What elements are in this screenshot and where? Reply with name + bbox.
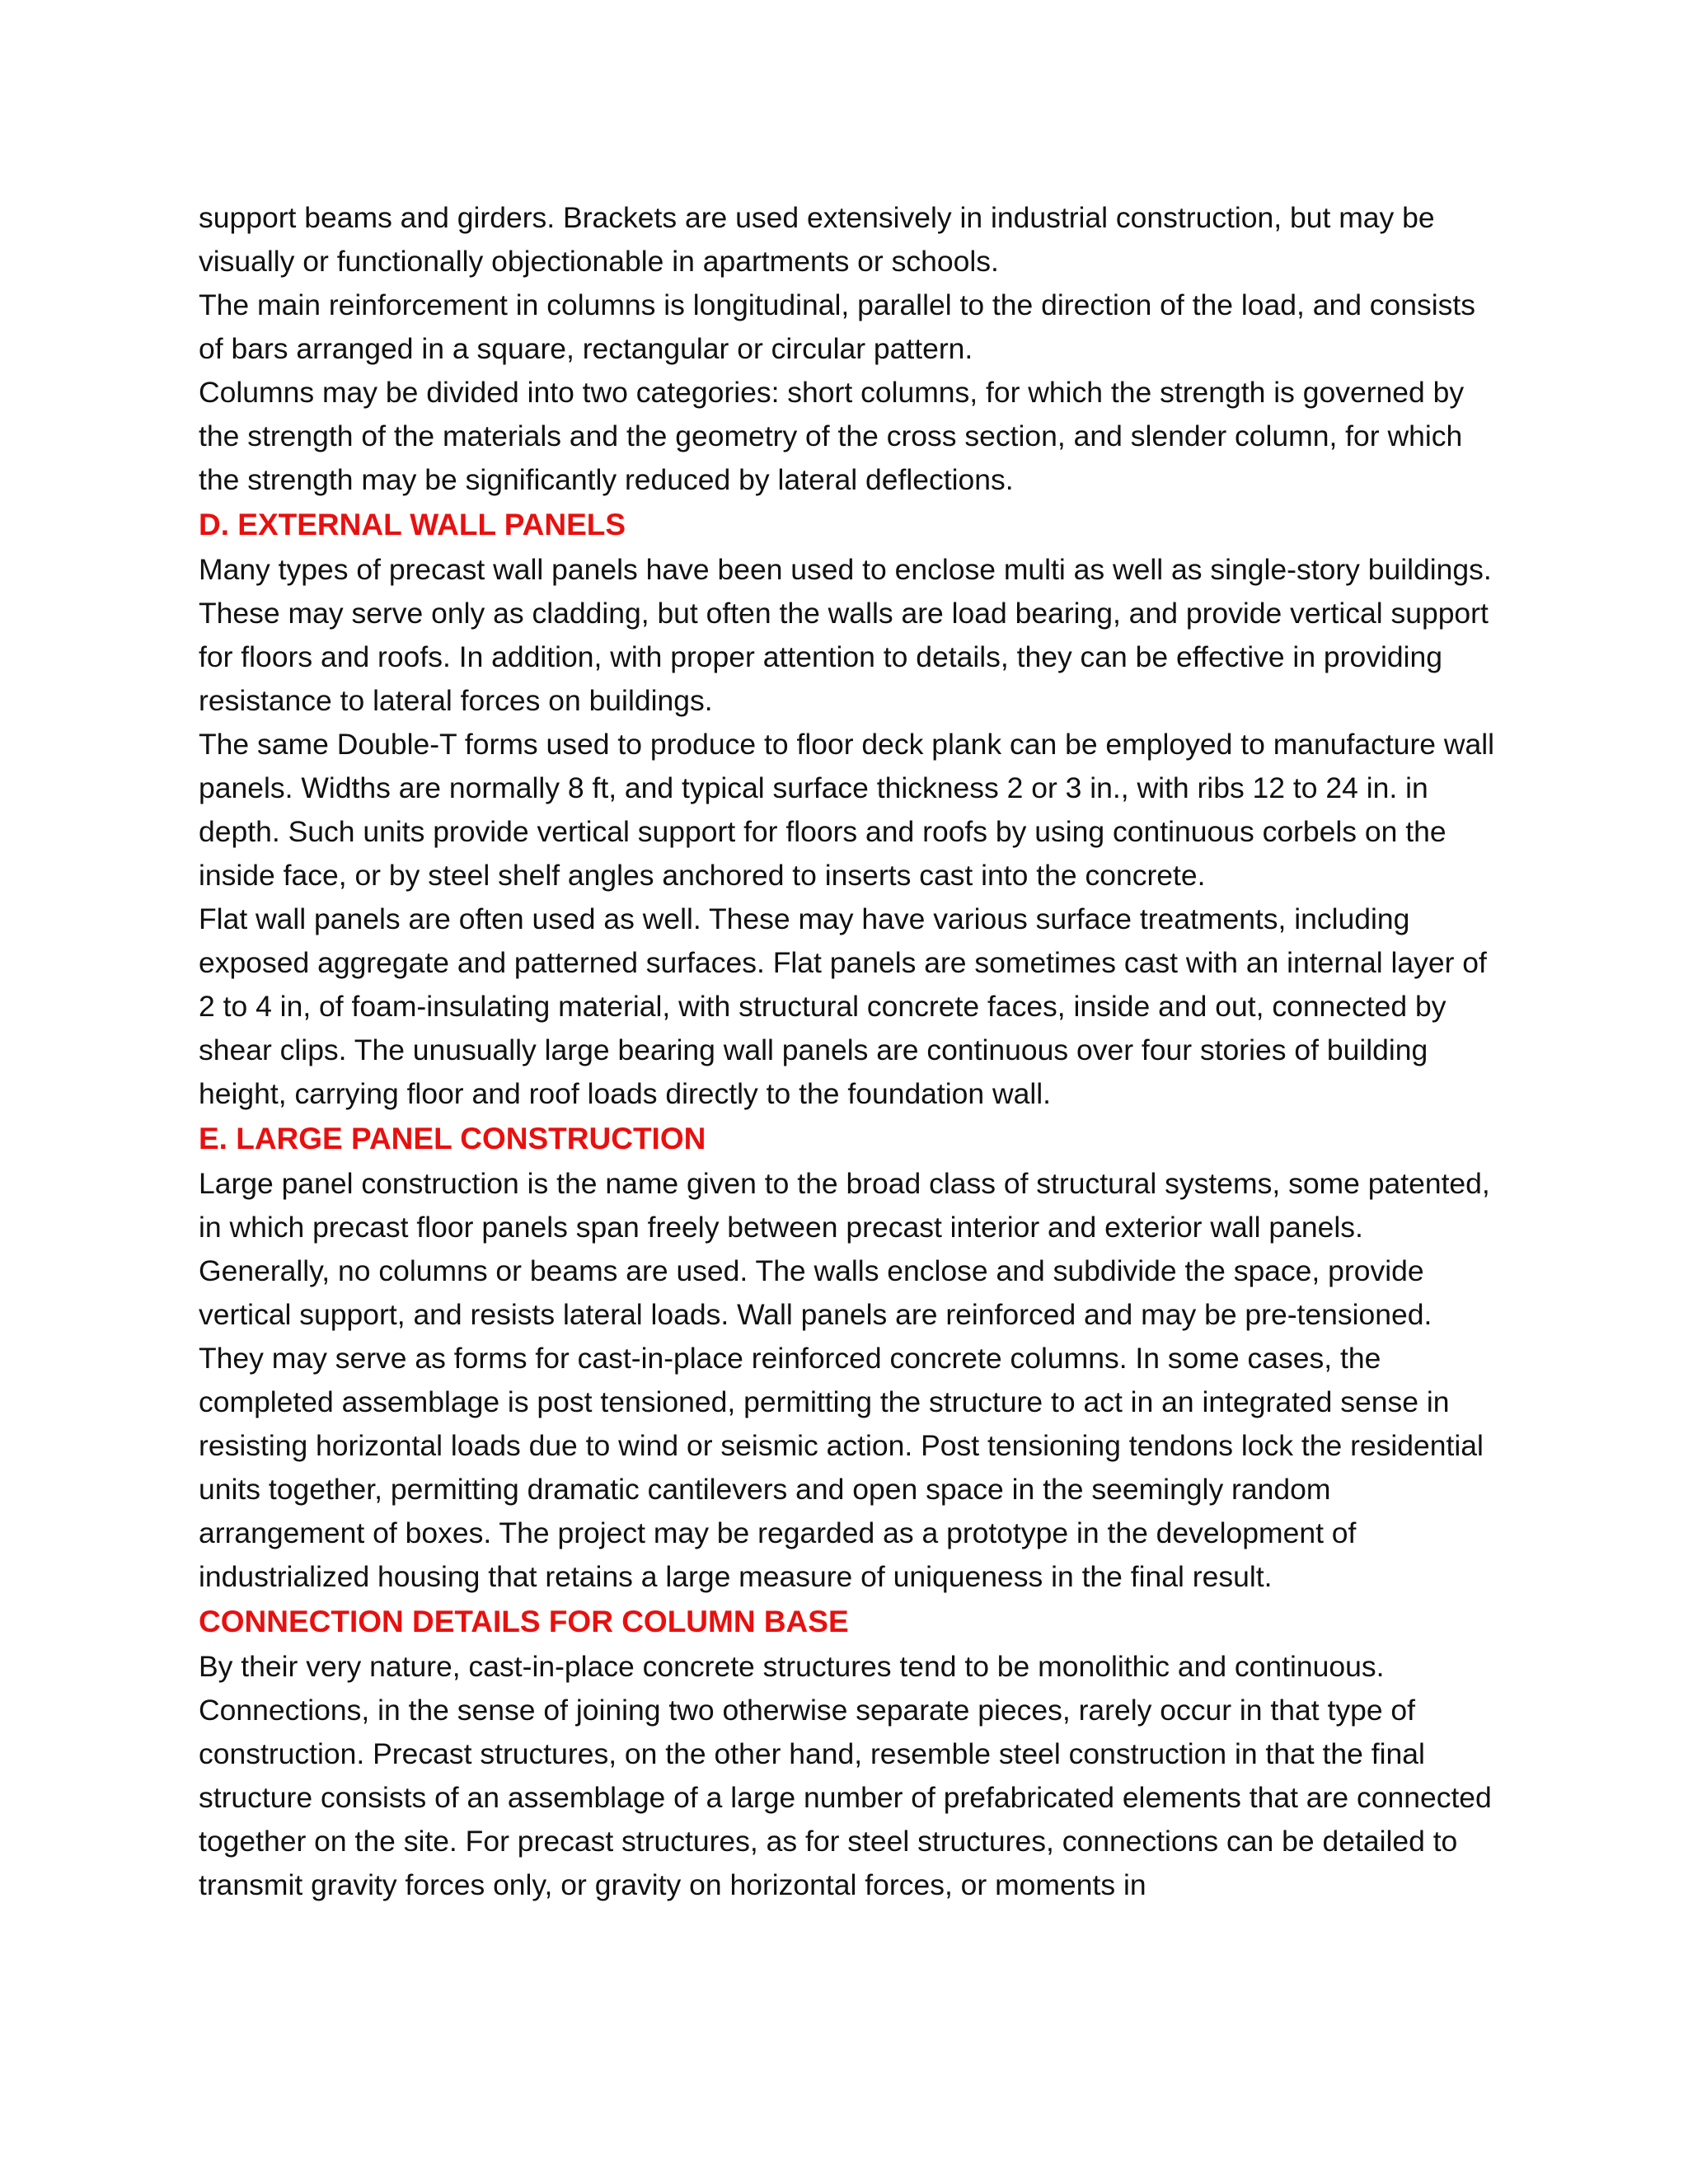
body-paragraph: Columns may be divided into two categories: short columns, for which the strength is governed by the strength of the materials and the geometry of the cross section, and slender column, for which the strength may be significantly reduced by lateral deflections. [199, 376, 1465, 496]
body-paragraph: Many types of precast wall panels have been used to enclose multi as well as single-story buildings. These may serve only as cladding, but often the walls are load bearing, and provide vertical support for floors and roofs. In addition, with proper attention to details, they can be effective in providing resistance to lateral forces on buildings. [199, 553, 1492, 717]
section-heading-connection-details: CONNECTION DETAILS FOR COLUMN BASE [199, 1605, 849, 1638]
section-heading-large-panel-construction: E. LARGE PANEL CONSTRUCTION [199, 1122, 706, 1155]
body-paragraph: Flat wall panels are often used as well. These may have various surface treatments, including exposed aggregate and patterned surfaces. Flat panels are sometimes cast with an internal layer of 2 to 4 in, of foam-insulating material, with structural concrete faces, inside and out, connected by shear clips. The unusually large bearing wall panels are continuous over four stories of building height, carrying floor and roof loads directly to the foundation wall. [199, 902, 1487, 1110]
body-paragraph: By their very nature, cast-in-place concrete structures tend to be monolithic and continuous. Connections, in the sense of joining two otherwise separate pieces, rarely occur in that type of construction. Precast structures, on the other hand, resemble steel construction in that the final structure consists of an assemblage of a large number of prefabricated elements that are connected together on the site. For precast structures, as for steel structures, connections can be detailed to transmit gravity forces only, or gravity on horizontal forces, or moments in [199, 1650, 1492, 1901]
body-paragraph: support beams and girders. Brackets are used extensively in industrial construction, but may be visually or functionally objectionable in apartments or schools. [199, 201, 1435, 278]
page-body [199, 196, 1501, 1907]
body-paragraph: Large panel construction is the name given to the broad class of structural systems, some patented, in which precast floor panels span freely between precast interior and exterior wall panels. Generally, no columns or beams are used. The walls enclose and subdivide the space, provide vertical support, and resists lateral loads. Wall panels are reinforced and may be pre-tensioned. They may serve as forms for cast-in-place reinforced concrete columns. In some cases, the completed assemblage is post tensioned, permitting the structure to act in an integrated sense in resisting horizontal loads due to wind or seismic action. Post tensioning tendons lock the residential units together, permitting dramatic cantilevers and open space in the seemingly random arrangement of boxes. The project may be regarded as a prototype in the development of industrialized housing that retains a large measure of uniqueness in the final result. [199, 1167, 1490, 1593]
body-paragraph: The same Double-T forms used to produce to floor deck plank can be employed to manufacture wall panels. Widths are normally 8 ft, and typical surface thickness 2 or 3 in., with ribs 12 to 24 in. in depth. Such units provide vertical support for floors and roofs by using continuous corbels on the inside face, or by steel shelf angles anchored to inserts cast into the concrete. [199, 728, 1495, 892]
body-paragraph: The main reinforcement in columns is longitudinal, parallel to the direction of the load, and consists of bars arranged in a square, rectangular or circular pattern. [199, 288, 1476, 365]
section-heading-external-wall-panels: D. EXTERNAL WALL PANELS [199, 508, 626, 541]
